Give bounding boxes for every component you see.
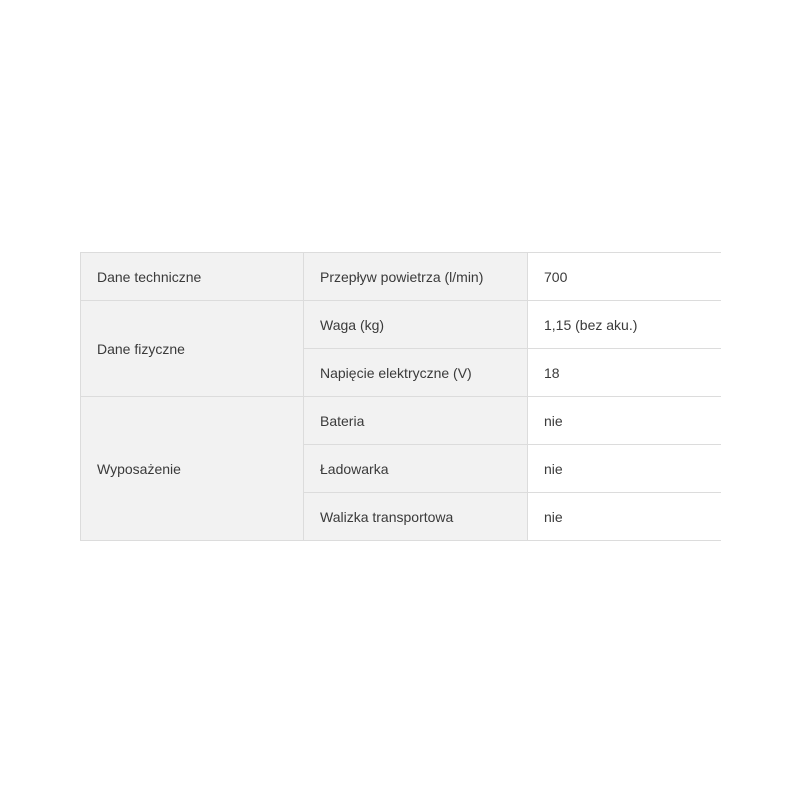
group-label-technical: Dane techniczne <box>81 253 304 301</box>
param-label: Ładowarka <box>304 445 528 493</box>
param-value: 700 <box>528 253 721 301</box>
table-row <box>81 253 721 301</box>
spec-table <box>80 252 721 541</box>
param-value: 18 <box>528 349 721 397</box>
param-value: 1,15 (bez aku.) <box>528 301 721 349</box>
param-label: Przepływ powietrza (l/min) <box>304 253 528 301</box>
table-row <box>81 301 721 349</box>
group-label-equipment: Wyposażenie <box>81 397 304 541</box>
param-value: nie <box>528 493 721 541</box>
table-row <box>81 397 721 445</box>
param-value: nie <box>528 445 721 493</box>
param-label: Napięcie elektryczne (V) <box>304 349 528 397</box>
param-value: nie <box>528 397 721 445</box>
group-label-physical: Dane fizyczne <box>81 301 304 397</box>
param-label: Waga (kg) <box>304 301 528 349</box>
param-label: Bateria <box>304 397 528 445</box>
param-label: Walizka transportowa <box>304 493 528 541</box>
